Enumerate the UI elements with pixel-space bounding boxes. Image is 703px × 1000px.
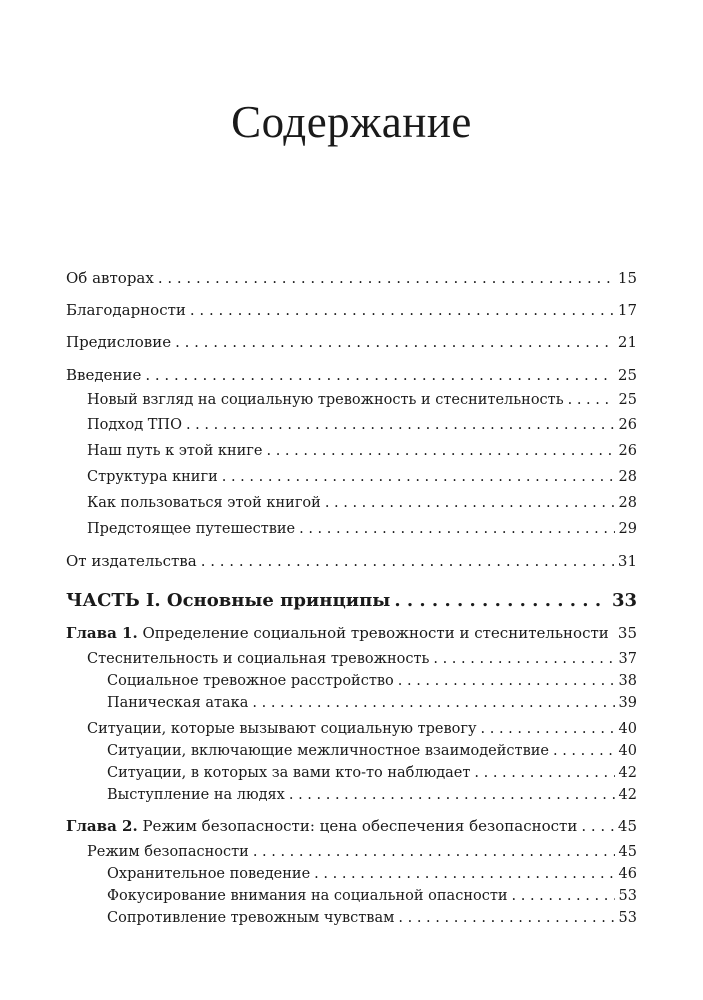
toc-entry-label: Ситуации, в которых за вами кто-то наблюдает — [107, 765, 471, 781]
toc-entry-page: 53 — [618, 910, 637, 926]
dot-leader — [398, 671, 615, 691]
toc-entry-page: 28 — [618, 469, 637, 485]
dot-leader — [512, 886, 615, 906]
toc-entry-label: Введение — [66, 366, 142, 384]
toc-entry-label: Охранительное поведение — [107, 866, 311, 882]
chapter-title: Режим безопасности: цена обеспечения безопасности — [142, 817, 578, 835]
dot-leader — [186, 415, 615, 435]
toc-entry-label: Паническая атака — [107, 695, 249, 711]
toc-entry-label: Благодарности — [66, 301, 186, 319]
chapter-number: Глава 1. — [66, 624, 138, 642]
toc-entry — [87, 441, 637, 461]
toc-entry-page: 40 — [618, 743, 637, 759]
toc-entry — [87, 842, 637, 862]
toc-entry — [107, 671, 637, 691]
toc-entry-label: От издательства — [66, 552, 197, 570]
toc-entry — [87, 719, 637, 739]
dot-leader — [568, 390, 615, 410]
toc-entry-label: Предисловие — [66, 333, 172, 351]
dot-leader — [553, 741, 615, 761]
dot-leader — [201, 551, 614, 571]
toc-entry-page: 42 — [618, 787, 637, 803]
dot-leader — [175, 332, 614, 352]
toc-entry-page: 26 — [618, 417, 637, 433]
toc-entry — [107, 908, 637, 928]
toc-entry — [107, 886, 637, 906]
toc-entry — [87, 649, 637, 669]
toc-entry-page: 26 — [618, 443, 637, 459]
toc-entry-label: Как пользоваться этой книгой — [87, 495, 321, 511]
toc-part-heading — [66, 589, 637, 613]
page-title: Содержание — [231, 97, 472, 147]
toc-entry — [66, 300, 637, 320]
toc-entry-page: 46 — [618, 866, 637, 882]
toc-entry-page: 29 — [618, 521, 637, 537]
toc-entry-page: 31 — [617, 552, 637, 570]
toc-chapter — [66, 816, 637, 836]
toc-entry-page: 53 — [618, 888, 637, 904]
toc-entry-label: Об авторах — [66, 269, 154, 287]
toc-entry-label: Предстоящее путешествие — [87, 521, 296, 537]
dot-leader — [222, 467, 615, 487]
toc-entry-label: ЧАСТЬ I. Основные принципы — [66, 590, 391, 611]
dot-leader — [581, 816, 614, 836]
toc-entry-label: Ситуации, которые вызывают социальную тревогу — [87, 721, 477, 737]
toc-entry-page: 37 — [618, 651, 637, 667]
toc-chapter — [66, 623, 637, 643]
toc-entry-label: Фокусирование внимания на социальной опасности — [107, 888, 508, 904]
toc-entry-label: Подход ТПО — [87, 417, 182, 433]
chapter-title: Определение социальной тревожности и стеснительности — [142, 624, 609, 642]
toc-entry-page: 17 — [617, 301, 637, 319]
toc-entry-page: 15 — [617, 269, 637, 287]
dot-leader — [145, 365, 614, 385]
toc-entry — [107, 864, 637, 884]
toc-entry-page: 25 — [617, 366, 637, 384]
dot-leader — [481, 719, 615, 739]
toc-entry-page: 40 — [618, 721, 637, 737]
toc-entry — [87, 493, 637, 513]
toc-entry-label: Выступление на людях — [107, 787, 285, 803]
toc-entry-page: 35 — [617, 624, 637, 642]
toc-entry — [107, 763, 637, 783]
toc-entry-label — [66, 623, 609, 643]
dot-leader — [613, 623, 614, 643]
toc-entry-label — [66, 816, 577, 836]
toc-entry-label: Режим безопасности — [87, 844, 249, 860]
toc-entry-page: 33 — [611, 590, 637, 611]
toc-entry-label: Структура книги — [87, 469, 218, 485]
toc-entry — [66, 268, 637, 288]
dot-leader — [252, 693, 614, 713]
toc-entry-label: Ситуации, включающие межличностное взаимодействие — [107, 743, 549, 759]
toc-entry-page: 38 — [618, 673, 637, 689]
dot-leader — [299, 519, 614, 539]
toc-entry — [66, 332, 637, 352]
toc-entry — [66, 365, 637, 385]
dot-leader — [325, 493, 615, 513]
toc-entry-label: Сопротивление тревожным чувствам — [107, 910, 395, 926]
toc-entry — [107, 741, 637, 761]
dot-leader — [158, 268, 614, 288]
toc-entry-label: Стеснительность и социальная тревожность — [87, 651, 430, 667]
toc-entry — [87, 390, 637, 410]
dot-leader — [433, 649, 614, 669]
toc-entry-page: 21 — [617, 333, 637, 351]
toc-entry-page: 42 — [618, 765, 637, 781]
dot-leader — [289, 785, 615, 805]
dot-leader — [314, 864, 614, 884]
toc-entry-label: Наш путь к этой книге — [87, 443, 263, 459]
toc-entry-page: 45 — [618, 844, 637, 860]
toc-entry — [66, 551, 637, 571]
toc-entry — [87, 519, 637, 539]
chapter-number: Глава 2. — [66, 817, 138, 835]
toc-entry-page: 25 — [618, 392, 637, 408]
dot-leader — [253, 842, 615, 862]
toc-entry — [87, 415, 637, 435]
toc-entry — [87, 467, 637, 487]
dot-leader — [474, 763, 614, 783]
toc-entry-page: 45 — [617, 817, 637, 835]
toc-entry-label: Новый взгляд на социальную тревожность и стеснительность — [87, 392, 564, 408]
toc-entry-label: Социальное тревожное расстройство — [107, 673, 394, 689]
dot-leader — [398, 908, 614, 928]
dot-leader — [394, 589, 608, 613]
toc-entry — [107, 785, 637, 805]
toc-entry-page: 28 — [618, 495, 637, 511]
toc-entry-page: 39 — [618, 695, 637, 711]
toc-entry — [107, 693, 637, 713]
dot-leader — [267, 441, 615, 461]
dot-leader — [190, 300, 614, 320]
